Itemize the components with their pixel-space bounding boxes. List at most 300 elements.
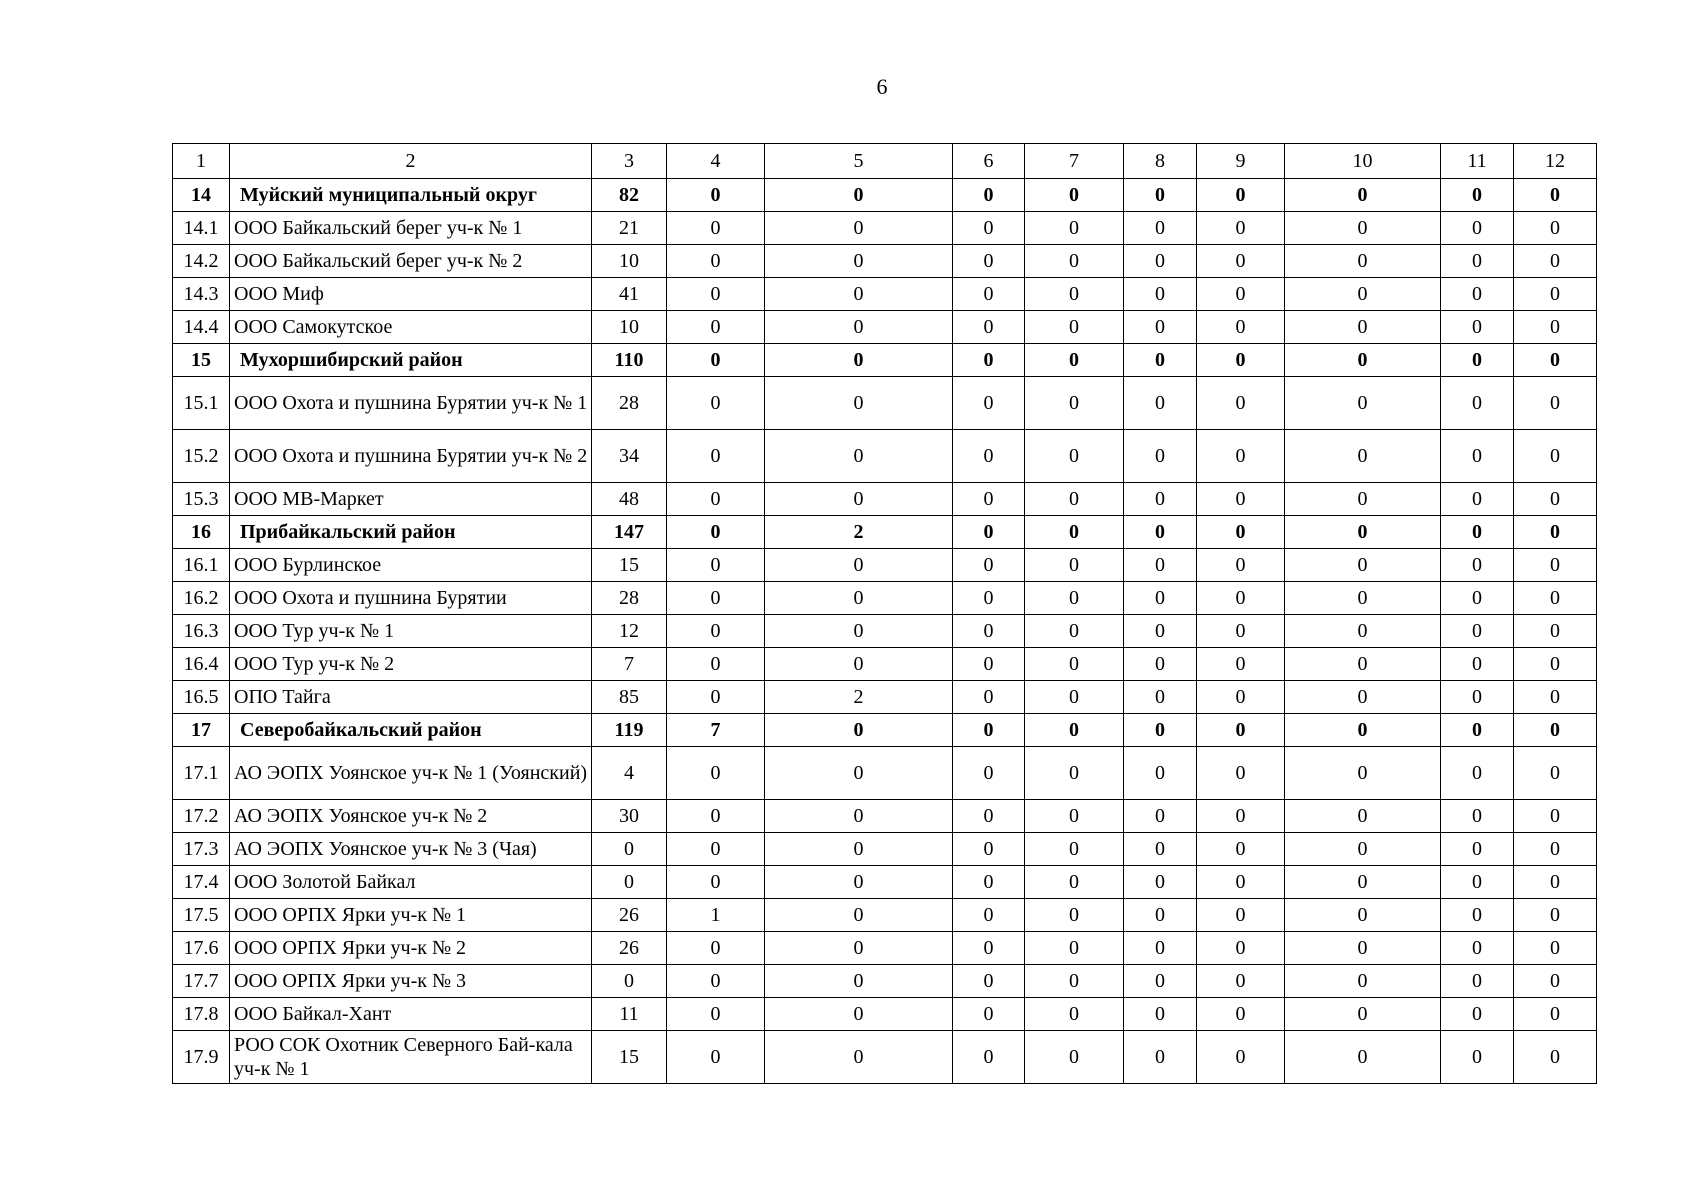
value-cell: 0 xyxy=(1514,212,1597,245)
value-cell: 0 xyxy=(1197,800,1285,833)
value-cell: 0 xyxy=(765,212,953,245)
value-cell: 15 xyxy=(592,549,667,582)
table-row xyxy=(173,377,1597,430)
value-cell: 0 xyxy=(1025,212,1124,245)
value-cell: 0 xyxy=(1514,483,1597,516)
value-cell: 85 xyxy=(592,681,667,714)
value-cell: 0 xyxy=(765,866,953,899)
value-cell: 0 xyxy=(1124,714,1197,747)
value-cell: 0 xyxy=(1441,179,1514,212)
value-cell: 11 xyxy=(592,998,667,1031)
value-cell: 0 xyxy=(1441,245,1514,278)
value-cell: 0 xyxy=(1124,278,1197,311)
value-cell: 0 xyxy=(667,549,765,582)
value-cell: 0 xyxy=(1197,212,1285,245)
value-cell: 0 xyxy=(1441,1031,1514,1084)
value-cell: 0 xyxy=(1025,800,1124,833)
value-cell: 0 xyxy=(1441,998,1514,1031)
value-cell: 0 xyxy=(1025,245,1124,278)
row-number-cell: 16.4 xyxy=(173,648,230,681)
value-cell: 0 xyxy=(765,965,953,998)
value-cell: 0 xyxy=(1514,899,1597,932)
value-cell: 0 xyxy=(953,344,1025,377)
value-cell: 0 xyxy=(765,998,953,1031)
value-cell: 7 xyxy=(667,714,765,747)
name-cell: ООО ОРПХ Ярки уч-к № 1 xyxy=(230,899,592,932)
value-cell: 26 xyxy=(592,932,667,965)
name-cell: ООО Байкальский берег уч-к № 1 xyxy=(230,212,592,245)
value-cell: 0 xyxy=(667,212,765,245)
value-cell: 0 xyxy=(1441,311,1514,344)
value-cell: 0 xyxy=(1025,278,1124,311)
name-cell: ООО Охота и пушнина Бурятии xyxy=(230,582,592,615)
column-number-header: 6 xyxy=(953,144,1025,179)
value-cell: 30 xyxy=(592,800,667,833)
name-cell: ООО Самокутское xyxy=(230,311,592,344)
value-cell: 1 xyxy=(667,899,765,932)
value-cell: 0 xyxy=(953,899,1025,932)
column-number-header: 11 xyxy=(1441,144,1514,179)
table-row xyxy=(173,245,1597,278)
value-cell: 26 xyxy=(592,899,667,932)
value-cell: 0 xyxy=(1285,681,1441,714)
value-cell: 0 xyxy=(1025,1031,1124,1084)
value-cell: 0 xyxy=(667,516,765,549)
value-cell: 0 xyxy=(1197,833,1285,866)
row-number-cell: 15 xyxy=(173,344,230,377)
value-cell: 0 xyxy=(1197,714,1285,747)
name-cell: ООО Тур уч-к № 1 xyxy=(230,615,592,648)
value-cell: 0 xyxy=(1514,800,1597,833)
value-cell: 0 xyxy=(1441,377,1514,430)
value-cell: 0 xyxy=(1197,866,1285,899)
value-cell: 0 xyxy=(1124,747,1197,800)
table-row xyxy=(173,582,1597,615)
value-cell: 0 xyxy=(953,311,1025,344)
value-cell: 0 xyxy=(953,866,1025,899)
value-cell: 0 xyxy=(1441,965,1514,998)
value-cell: 0 xyxy=(1285,833,1441,866)
value-cell: 0 xyxy=(667,245,765,278)
district-total-row xyxy=(173,344,1597,377)
value-cell: 0 xyxy=(1514,932,1597,965)
value-cell: 0 xyxy=(1124,483,1197,516)
value-cell: 28 xyxy=(592,377,667,430)
value-cell: 0 xyxy=(1197,344,1285,377)
value-cell: 0 xyxy=(1285,278,1441,311)
value-cell: 0 xyxy=(953,747,1025,800)
value-cell: 0 xyxy=(1285,483,1441,516)
value-cell: 0 xyxy=(667,278,765,311)
value-cell: 0 xyxy=(1285,800,1441,833)
value-cell: 0 xyxy=(1514,1031,1597,1084)
value-cell: 0 xyxy=(667,833,765,866)
table-row xyxy=(173,932,1597,965)
value-cell: 0 xyxy=(765,615,953,648)
column-number-header: 10 xyxy=(1285,144,1441,179)
row-number-cell: 17.9 xyxy=(173,1031,230,1084)
value-cell: 0 xyxy=(1124,212,1197,245)
value-cell: 0 xyxy=(765,311,953,344)
column-number-header: 4 xyxy=(667,144,765,179)
name-cell: ООО Тур уч-к № 2 xyxy=(230,648,592,681)
value-cell: 0 xyxy=(1441,615,1514,648)
value-cell: 15 xyxy=(592,1031,667,1084)
name-cell: ООО Миф xyxy=(230,278,592,311)
value-cell: 0 xyxy=(1025,311,1124,344)
value-cell: 28 xyxy=(592,582,667,615)
value-cell: 0 xyxy=(1441,681,1514,714)
value-cell: 0 xyxy=(1197,377,1285,430)
value-cell: 0 xyxy=(1025,899,1124,932)
value-cell: 0 xyxy=(1025,965,1124,998)
table-row xyxy=(173,430,1597,483)
value-cell: 0 xyxy=(1197,549,1285,582)
value-cell: 0 xyxy=(1025,344,1124,377)
value-cell: 0 xyxy=(1441,516,1514,549)
table-row xyxy=(173,800,1597,833)
row-number-cell: 17.6 xyxy=(173,932,230,965)
value-cell: 0 xyxy=(1124,648,1197,681)
value-cell: 0 xyxy=(953,483,1025,516)
value-cell: 0 xyxy=(953,245,1025,278)
value-cell: 0 xyxy=(667,998,765,1031)
value-cell: 119 xyxy=(592,714,667,747)
value-cell: 0 xyxy=(1124,932,1197,965)
value-cell: 0 xyxy=(1124,549,1197,582)
value-cell: 0 xyxy=(953,648,1025,681)
value-cell: 0 xyxy=(1441,483,1514,516)
value-cell: 0 xyxy=(1285,212,1441,245)
value-cell: 0 xyxy=(1514,377,1597,430)
value-cell: 0 xyxy=(667,344,765,377)
value-cell: 0 xyxy=(1285,516,1441,549)
value-cell: 0 xyxy=(1124,800,1197,833)
table-row xyxy=(173,965,1597,998)
value-cell: 0 xyxy=(1197,615,1285,648)
name-cell: ООО Золотой Байкал xyxy=(230,866,592,899)
value-cell: 0 xyxy=(1514,179,1597,212)
row-number-cell: 17.7 xyxy=(173,965,230,998)
value-cell: 0 xyxy=(1441,549,1514,582)
value-cell: 0 xyxy=(1514,278,1597,311)
value-cell: 0 xyxy=(1025,833,1124,866)
column-number-header: 12 xyxy=(1514,144,1597,179)
value-cell: 0 xyxy=(765,714,953,747)
value-cell: 0 xyxy=(953,714,1025,747)
value-cell: 0 xyxy=(765,377,953,430)
value-cell: 0 xyxy=(1025,998,1124,1031)
name-cell: Северобайкальский район xyxy=(230,714,592,747)
value-cell: 0 xyxy=(953,179,1025,212)
row-number-cell: 14.2 xyxy=(173,245,230,278)
value-cell: 34 xyxy=(592,430,667,483)
value-cell: 12 xyxy=(592,615,667,648)
value-cell: 0 xyxy=(1285,582,1441,615)
value-cell: 0 xyxy=(1514,648,1597,681)
value-cell: 0 xyxy=(1197,516,1285,549)
value-cell: 0 xyxy=(765,648,953,681)
name-cell: Мухоршибирский район xyxy=(230,344,592,377)
value-cell: 0 xyxy=(1124,179,1197,212)
value-cell: 0 xyxy=(1025,615,1124,648)
value-cell: 0 xyxy=(765,899,953,932)
table-row xyxy=(173,648,1597,681)
value-cell: 0 xyxy=(1285,747,1441,800)
value-cell: 0 xyxy=(1441,648,1514,681)
value-cell: 0 xyxy=(765,549,953,582)
value-cell: 0 xyxy=(1197,965,1285,998)
column-number-header: 2 xyxy=(230,144,592,179)
value-cell: 0 xyxy=(1124,344,1197,377)
value-cell: 0 xyxy=(1514,516,1597,549)
name-cell: ОПО Тайга xyxy=(230,681,592,714)
value-cell: 0 xyxy=(1197,430,1285,483)
value-cell: 0 xyxy=(1124,245,1197,278)
value-cell: 0 xyxy=(1514,245,1597,278)
row-number-cell: 14.4 xyxy=(173,311,230,344)
data-table xyxy=(172,143,1597,1084)
name-cell: ООО ОРПХ Ярки уч-к № 3 xyxy=(230,965,592,998)
table-row xyxy=(173,615,1597,648)
name-cell: РОО СОК Охотник Северного Бай-кала уч-к № 1 xyxy=(230,1031,592,1084)
value-cell: 0 xyxy=(1514,998,1597,1031)
value-cell: 0 xyxy=(1441,212,1514,245)
value-cell: 0 xyxy=(1197,747,1285,800)
value-cell: 0 xyxy=(1025,582,1124,615)
value-cell: 0 xyxy=(765,1031,953,1084)
name-cell: ООО Бурлинское xyxy=(230,549,592,582)
district-total-row xyxy=(173,516,1597,549)
row-number-cell: 16.3 xyxy=(173,615,230,648)
value-cell: 0 xyxy=(1124,965,1197,998)
value-cell: 0 xyxy=(1197,278,1285,311)
column-number-header: 5 xyxy=(765,144,953,179)
value-cell: 0 xyxy=(1197,998,1285,1031)
row-number-cell: 17.1 xyxy=(173,747,230,800)
value-cell: 0 xyxy=(1285,179,1441,212)
value-cell: 0 xyxy=(953,549,1025,582)
value-cell: 0 xyxy=(1025,430,1124,483)
value-cell: 0 xyxy=(1285,648,1441,681)
value-cell: 0 xyxy=(953,800,1025,833)
value-cell: 0 xyxy=(1025,549,1124,582)
value-cell: 0 xyxy=(1285,998,1441,1031)
value-cell: 0 xyxy=(667,483,765,516)
value-cell: 0 xyxy=(953,681,1025,714)
value-cell: 0 xyxy=(1514,681,1597,714)
value-cell: 0 xyxy=(1441,747,1514,800)
value-cell: 0 xyxy=(1514,965,1597,998)
table-row xyxy=(173,747,1597,800)
table-row xyxy=(173,483,1597,516)
value-cell: 0 xyxy=(1441,833,1514,866)
value-cell: 0 xyxy=(592,866,667,899)
value-cell: 0 xyxy=(1197,483,1285,516)
value-cell: 0 xyxy=(1197,899,1285,932)
value-cell: 0 xyxy=(1124,998,1197,1031)
value-cell: 0 xyxy=(1441,344,1514,377)
value-cell: 0 xyxy=(1514,582,1597,615)
column-number-header: 9 xyxy=(1197,144,1285,179)
value-cell: 0 xyxy=(953,582,1025,615)
row-number-cell: 15.1 xyxy=(173,377,230,430)
value-cell: 0 xyxy=(667,648,765,681)
value-cell: 0 xyxy=(953,278,1025,311)
value-cell: 0 xyxy=(765,179,953,212)
table-row xyxy=(173,833,1597,866)
table-row xyxy=(173,899,1597,932)
table-body xyxy=(173,144,1597,1084)
value-cell: 0 xyxy=(765,800,953,833)
value-cell: 0 xyxy=(1124,311,1197,344)
name-cell: ООО ОРПХ Ярки уч-к № 2 xyxy=(230,932,592,965)
table-row xyxy=(173,866,1597,899)
row-number-cell: 17.2 xyxy=(173,800,230,833)
value-cell: 0 xyxy=(667,377,765,430)
value-cell: 0 xyxy=(765,430,953,483)
value-cell: 0 xyxy=(667,311,765,344)
value-cell: 0 xyxy=(1285,344,1441,377)
row-number-cell: 14.1 xyxy=(173,212,230,245)
value-cell: 0 xyxy=(667,615,765,648)
value-cell: 0 xyxy=(1025,516,1124,549)
value-cell: 0 xyxy=(1441,800,1514,833)
value-cell: 0 xyxy=(1124,430,1197,483)
table-row xyxy=(173,549,1597,582)
value-cell: 0 xyxy=(1025,866,1124,899)
value-cell: 0 xyxy=(1025,179,1124,212)
value-cell: 0 xyxy=(667,800,765,833)
value-cell: 0 xyxy=(667,179,765,212)
value-cell: 0 xyxy=(1124,582,1197,615)
column-number-header: 3 xyxy=(592,144,667,179)
value-cell: 0 xyxy=(1025,648,1124,681)
value-cell: 0 xyxy=(1124,1031,1197,1084)
value-cell: 0 xyxy=(1441,899,1514,932)
value-cell: 41 xyxy=(592,278,667,311)
value-cell: 0 xyxy=(1025,932,1124,965)
value-cell: 0 xyxy=(1514,714,1597,747)
value-cell: 0 xyxy=(1514,615,1597,648)
value-cell: 0 xyxy=(1025,747,1124,800)
name-cell: АО ЭОПХ Уоянское уч-к № 1 (Уоянский) xyxy=(230,747,592,800)
value-cell: 0 xyxy=(1124,615,1197,648)
value-cell: 0 xyxy=(667,747,765,800)
value-cell: 0 xyxy=(1441,932,1514,965)
value-cell: 2 xyxy=(765,681,953,714)
value-cell: 7 xyxy=(592,648,667,681)
row-number-cell: 17.5 xyxy=(173,899,230,932)
name-cell: ООО Байкальский берег уч-к № 2 xyxy=(230,245,592,278)
row-number-cell: 14 xyxy=(173,179,230,212)
value-cell: 0 xyxy=(765,747,953,800)
value-cell: 147 xyxy=(592,516,667,549)
value-cell: 0 xyxy=(1124,516,1197,549)
value-cell: 0 xyxy=(1025,681,1124,714)
value-cell: 0 xyxy=(765,833,953,866)
column-number-header: 8 xyxy=(1124,144,1197,179)
value-cell: 0 xyxy=(1197,932,1285,965)
table-row xyxy=(173,278,1597,311)
value-cell: 4 xyxy=(592,747,667,800)
row-number-cell: 17.4 xyxy=(173,866,230,899)
table-row xyxy=(173,311,1597,344)
row-number-cell: 15.3 xyxy=(173,483,230,516)
value-cell: 0 xyxy=(1285,615,1441,648)
value-cell: 0 xyxy=(953,516,1025,549)
value-cell: 0 xyxy=(1197,582,1285,615)
value-cell: 0 xyxy=(765,344,953,377)
table-header-row xyxy=(173,144,1597,179)
row-number-cell: 16.5 xyxy=(173,681,230,714)
value-cell: 0 xyxy=(1285,311,1441,344)
value-cell: 0 xyxy=(953,998,1025,1031)
value-cell: 0 xyxy=(1285,932,1441,965)
value-cell: 0 xyxy=(667,681,765,714)
value-cell: 0 xyxy=(667,582,765,615)
value-cell: 0 xyxy=(667,866,765,899)
value-cell: 0 xyxy=(1514,549,1597,582)
value-cell: 0 xyxy=(1285,1031,1441,1084)
value-cell: 0 xyxy=(1197,648,1285,681)
value-cell: 0 xyxy=(1124,681,1197,714)
value-cell: 0 xyxy=(1514,311,1597,344)
value-cell: 0 xyxy=(1124,866,1197,899)
value-cell: 0 xyxy=(1285,377,1441,430)
value-cell: 0 xyxy=(953,833,1025,866)
value-cell: 0 xyxy=(667,430,765,483)
value-cell: 0 xyxy=(953,430,1025,483)
value-cell: 0 xyxy=(1197,681,1285,714)
table-row xyxy=(173,212,1597,245)
value-cell: 0 xyxy=(1285,549,1441,582)
value-cell: 0 xyxy=(1285,714,1441,747)
value-cell: 0 xyxy=(953,615,1025,648)
name-cell: Муйский муниципальный округ xyxy=(230,179,592,212)
value-cell: 0 xyxy=(1285,866,1441,899)
value-cell: 0 xyxy=(765,278,953,311)
row-number-cell: 14.3 xyxy=(173,278,230,311)
value-cell: 0 xyxy=(1025,714,1124,747)
value-cell: 0 xyxy=(1514,866,1597,899)
district-total-row xyxy=(173,179,1597,212)
value-cell: 0 xyxy=(667,965,765,998)
name-cell: АО ЭОПХ Уоянское уч-к № 2 xyxy=(230,800,592,833)
value-cell: 0 xyxy=(1025,483,1124,516)
row-number-cell: 16.1 xyxy=(173,549,230,582)
value-cell: 0 xyxy=(953,965,1025,998)
value-cell: 0 xyxy=(765,483,953,516)
value-cell: 0 xyxy=(1124,833,1197,866)
value-cell: 0 xyxy=(1285,899,1441,932)
value-cell: 0 xyxy=(953,1031,1025,1084)
value-cell: 0 xyxy=(1197,1031,1285,1084)
value-cell: 0 xyxy=(1441,430,1514,483)
row-number-cell: 16 xyxy=(173,516,230,549)
row-number-cell: 17 xyxy=(173,714,230,747)
value-cell: 0 xyxy=(1124,899,1197,932)
row-number-cell: 16.2 xyxy=(173,582,230,615)
value-cell: 0 xyxy=(1025,377,1124,430)
value-cell: 2 xyxy=(765,516,953,549)
value-cell: 0 xyxy=(765,245,953,278)
value-cell: 0 xyxy=(1441,582,1514,615)
value-cell: 0 xyxy=(1285,965,1441,998)
value-cell: 82 xyxy=(592,179,667,212)
district-total-row xyxy=(173,714,1597,747)
value-cell: 0 xyxy=(1197,179,1285,212)
